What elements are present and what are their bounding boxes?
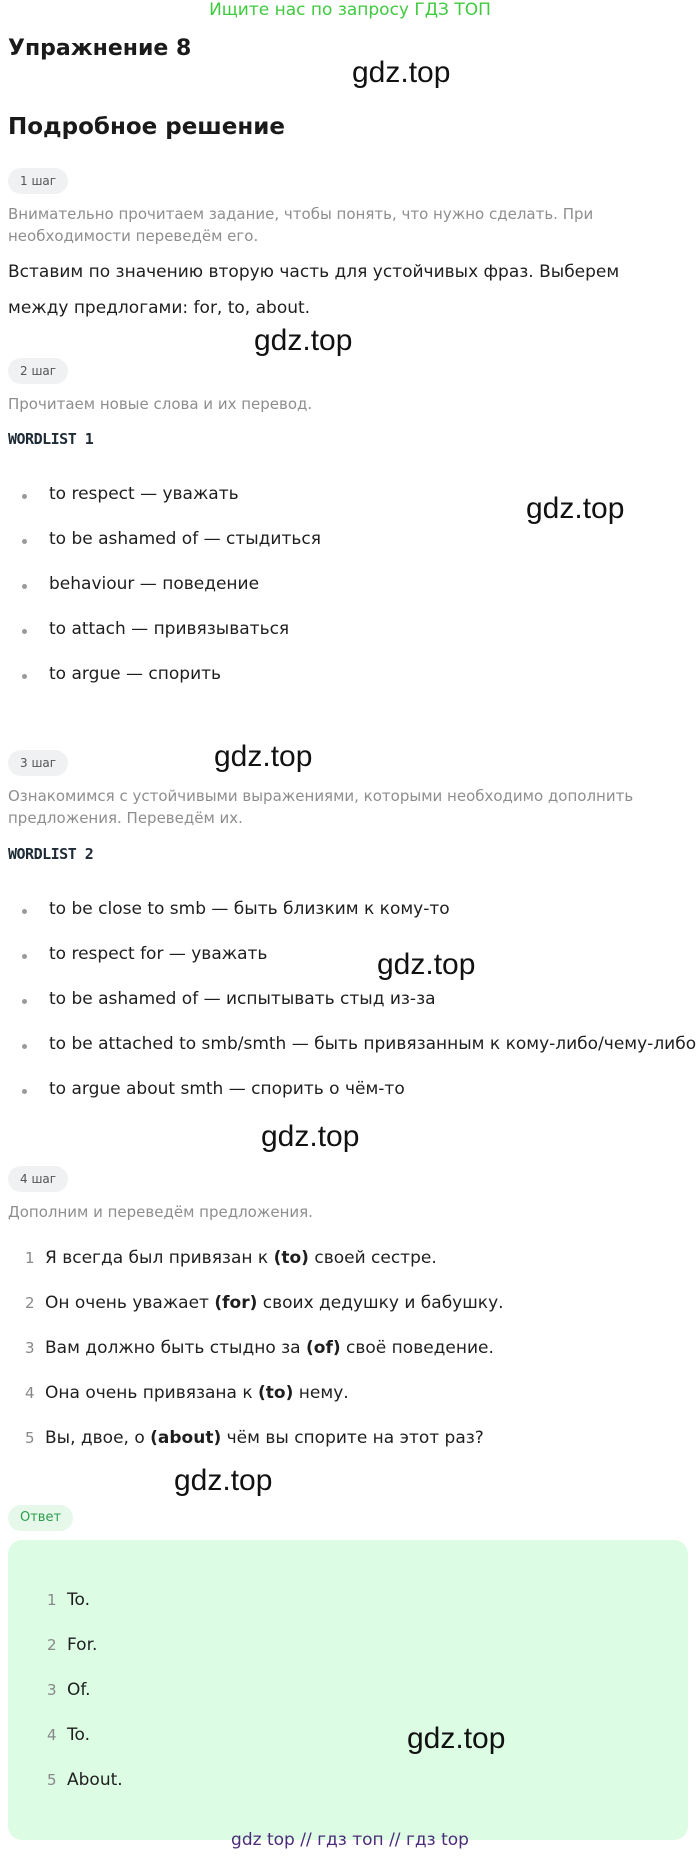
sentence-item: 4 Она очень привязана к (to) нему. — [25, 1383, 349, 1403]
bullet-icon — [22, 629, 27, 634]
bullet-icon — [22, 1089, 27, 1094]
bullet-icon — [22, 494, 27, 499]
step-badge: 4 шаг — [8, 1166, 68, 1192]
watermark: gdz.top — [254, 324, 353, 357]
wordlist-title: WORDLIST 2 — [8, 845, 94, 863]
bullet-icon — [22, 584, 27, 589]
answer-item: 2 For. — [47, 1635, 98, 1655]
bullet-icon — [22, 539, 27, 544]
bullet-icon — [22, 999, 27, 1004]
footer-link[interactable]: гдз top — [405, 1830, 469, 1850]
watermark: gdz.top — [377, 948, 476, 981]
bullet-icon — [22, 909, 27, 914]
step-note: Прочитаем новые слова и их перевод. — [8, 395, 313, 413]
search-banner[interactable]: Ищите нас по запросу ГДЗ ТОП — [209, 0, 491, 20]
answer-item: 4 To. — [47, 1725, 91, 1745]
bullet-icon — [22, 674, 27, 679]
step-badge: 3 шаг — [8, 750, 68, 776]
watermark: gdz.top — [407, 1722, 506, 1755]
footer-link[interactable]: гдз топ — [317, 1830, 384, 1850]
step-note: Ознакомимся с устойчивыми выражениями, которыми необходимо дополнить предложения. Переведём их. — [8, 787, 634, 827]
footer-links — [0, 1830, 700, 1850]
answer-box — [8, 1540, 688, 1840]
sentence-item: 1 Я всегда был привязан к (to) своей сестре. — [25, 1248, 437, 1268]
footer-link[interactable]: gdz top — [231, 1830, 295, 1850]
step-text: Вставим по значению вторую часть для устойчивых фраз. Выберем между предлогами: for, to, about. — [8, 262, 620, 318]
answer-item: 1 To. — [47, 1590, 91, 1610]
sentence-item: 2 Он очень уважает (for) своих дедушку и бабушку. — [25, 1293, 504, 1313]
page-title: Упражнение 8 — [8, 36, 192, 61]
footer-separator: // — [389, 1830, 401, 1850]
step-badge: 2 шаг — [8, 358, 68, 384]
watermark: gdz.top — [526, 492, 625, 525]
watermark: gdz.top — [352, 56, 451, 89]
bullet-icon — [22, 954, 27, 959]
watermark: gdz.top — [261, 1120, 360, 1153]
sentence-item: 3 Вам должно быть стыдно за (of) своё поведение. — [25, 1338, 494, 1358]
step-badge: 1 шаг — [8, 168, 68, 194]
answer-item: 3 Of. — [47, 1680, 91, 1700]
answer-item: 5 About. — [47, 1770, 123, 1790]
footer-separator: // — [300, 1830, 312, 1850]
watermark: gdz.top — [214, 740, 313, 773]
bullet-icon — [22, 1044, 27, 1049]
watermark: gdz.top — [174, 1464, 273, 1497]
section-title: Подробное решение — [8, 114, 285, 140]
wordlist-title: WORDLIST 1 — [8, 430, 94, 448]
step-note: Дополним и переведём предложения. — [8, 1203, 313, 1221]
sentence-item: 5 Вы, двое, о (about) чём вы спорите на этот раз? — [25, 1428, 484, 1448]
answer-badge: Ответ — [8, 1505, 73, 1531]
step-note: Внимательно прочитаем задание, чтобы понять, что нужно сделать. При необходимости переведём его. — [8, 205, 594, 245]
